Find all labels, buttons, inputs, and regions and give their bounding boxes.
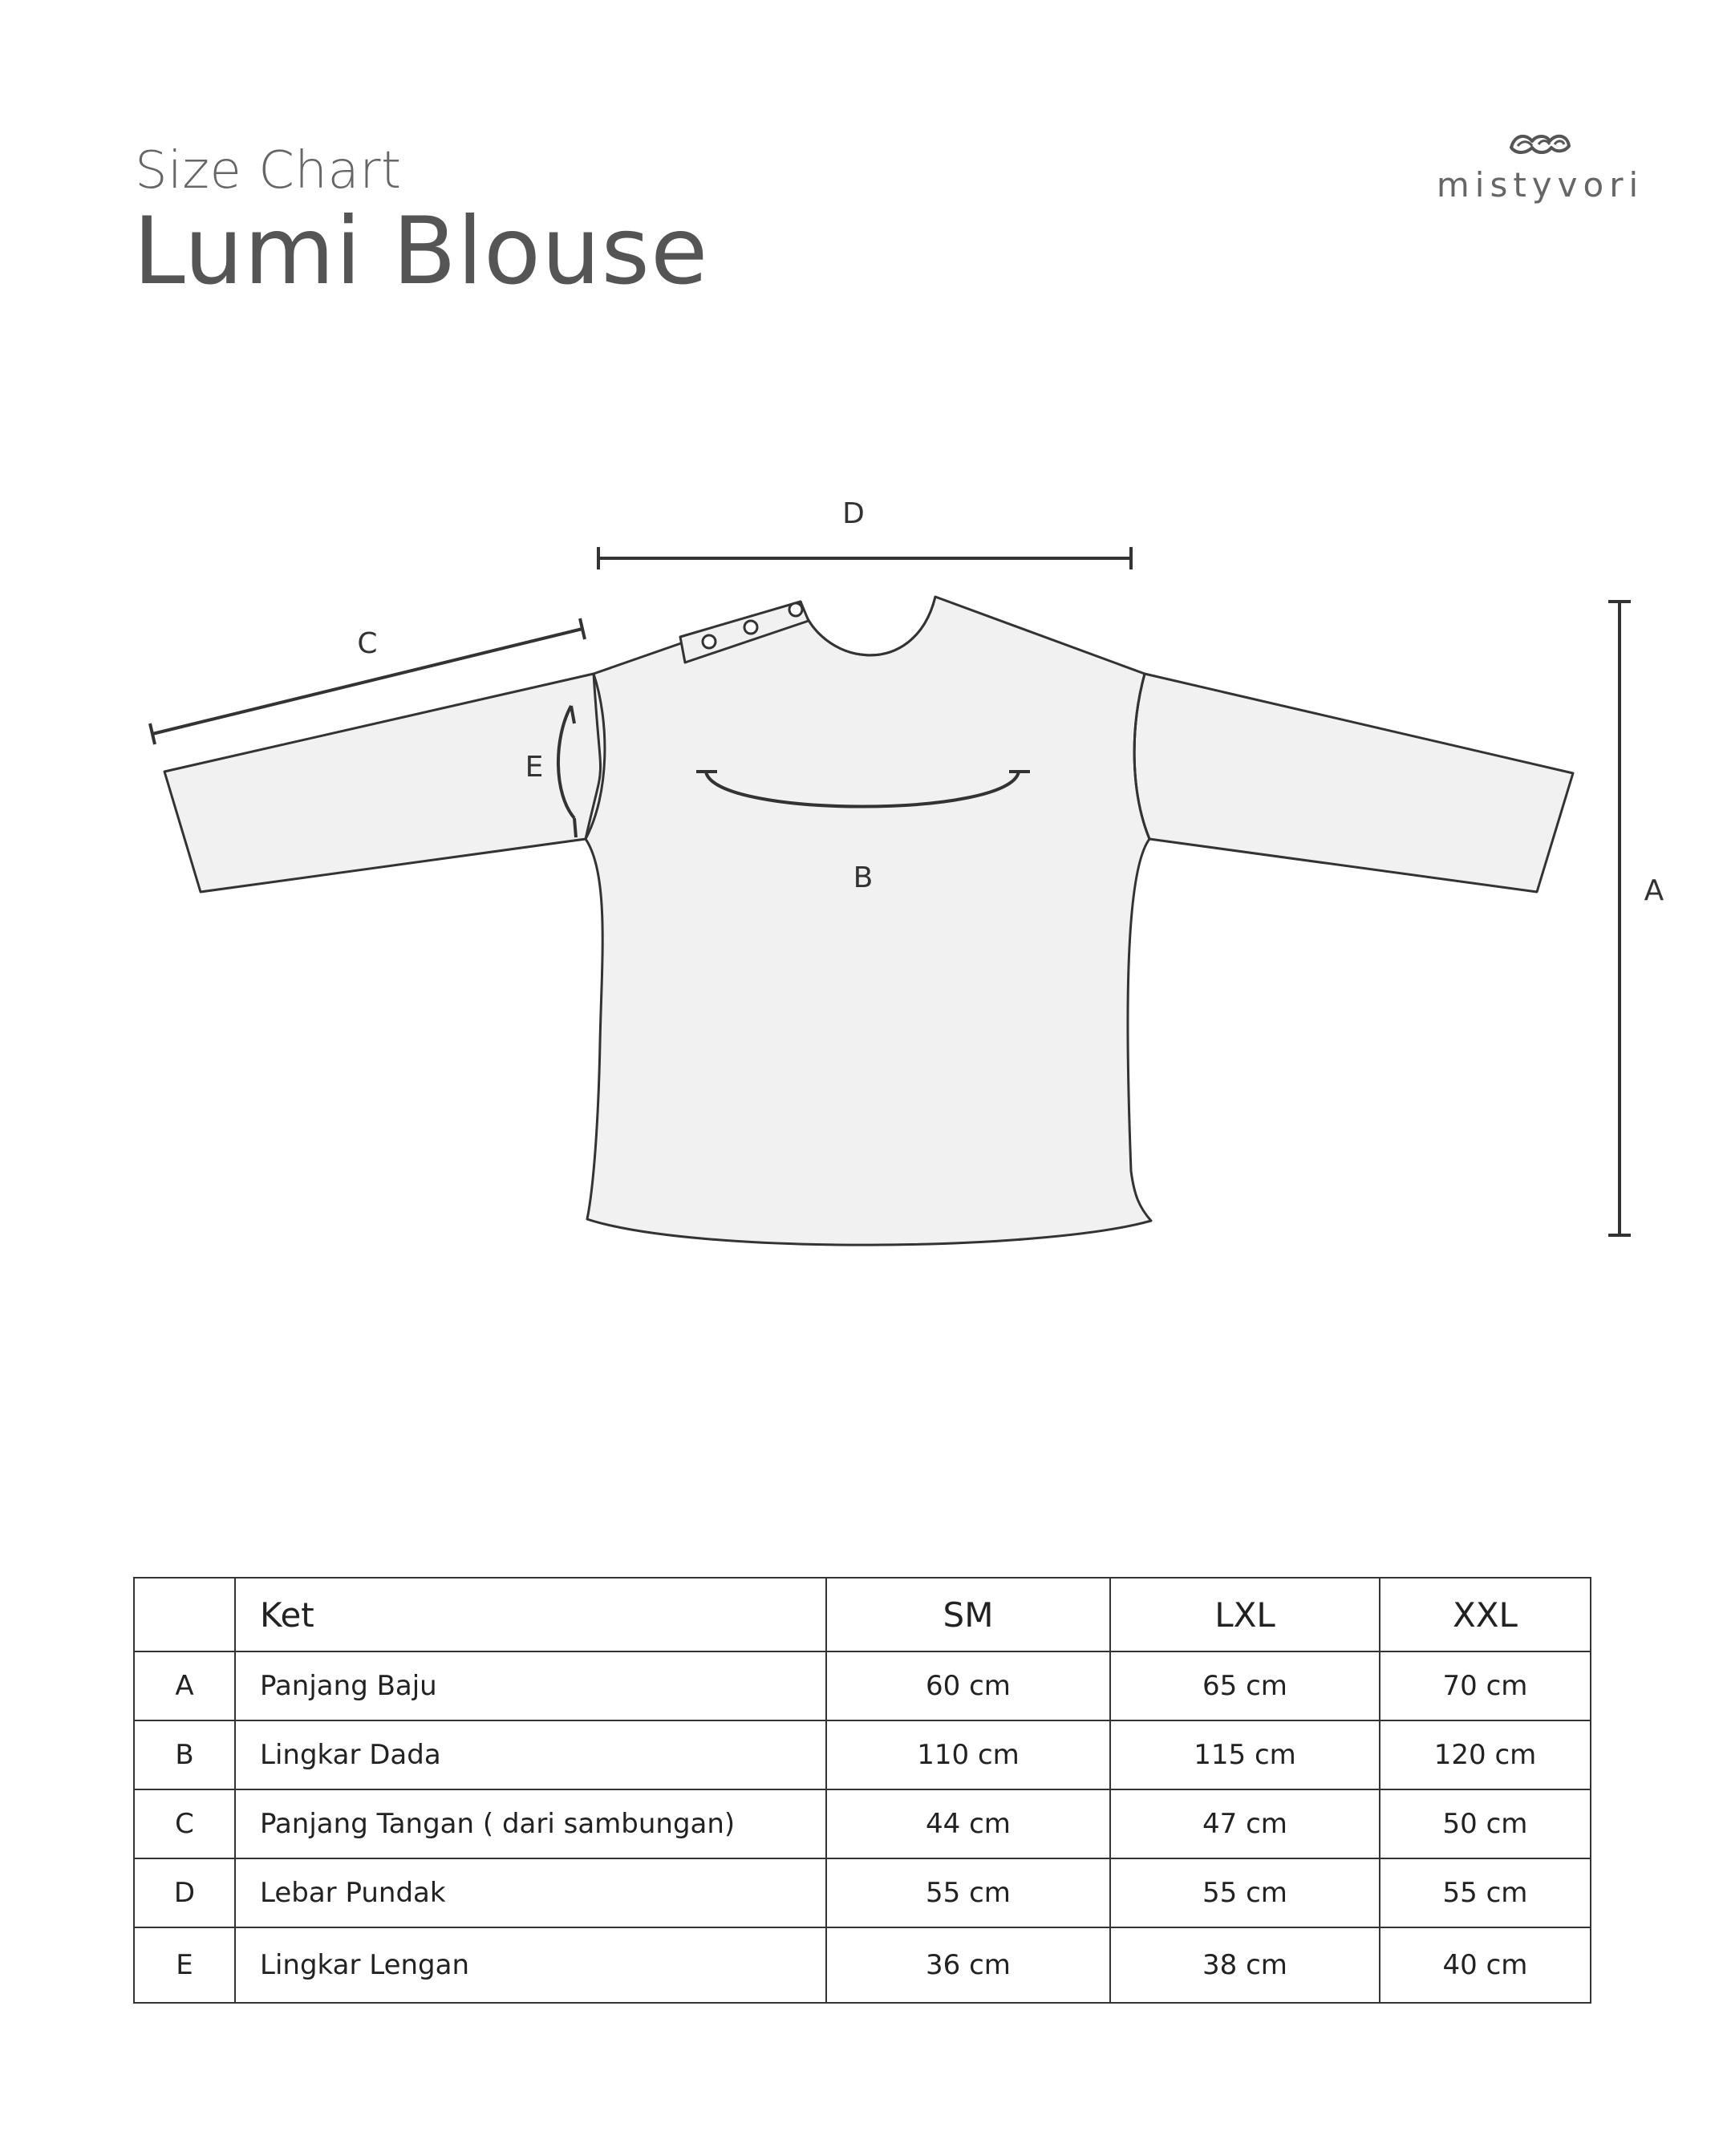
label-b: B	[853, 861, 874, 894]
header-lxl: LXL	[1110, 1578, 1380, 1651]
label-c: C	[357, 627, 378, 660]
cell-lxl: 55 cm	[1110, 1858, 1380, 1927]
cell-lxl: 65 cm	[1110, 1651, 1380, 1720]
table-row	[134, 1720, 1591, 1789]
cell-ket: Lebar Pundak	[235, 1858, 826, 1927]
right-sleeve	[1134, 674, 1573, 892]
table-row	[134, 1789, 1591, 1858]
page-title: Lumi Blouse	[133, 197, 709, 306]
cell-xxl: 70 cm	[1380, 1651, 1591, 1720]
cell-ket: Panjang Baju	[235, 1651, 826, 1720]
cell-ket: Lingkar Lengan	[235, 1927, 826, 2003]
cell-sm: 110 cm	[826, 1720, 1110, 1789]
header-xxl: XXL	[1380, 1578, 1591, 1651]
cell-code: D	[134, 1858, 235, 1927]
cell-code: A	[134, 1651, 235, 1720]
label-a: A	[1644, 874, 1664, 907]
cell-ket: Panjang Tangan ( dari sambungan)	[235, 1789, 826, 1858]
cell-xxl: 120 cm	[1380, 1720, 1591, 1789]
placket-button	[789, 603, 802, 616]
cell-code: C	[134, 1789, 235, 1858]
table-header-row	[134, 1578, 1591, 1651]
cell-xxl: 40 cm	[1380, 1927, 1591, 2003]
cell-xxl: 55 cm	[1380, 1858, 1591, 1927]
placket-button	[744, 621, 757, 634]
cell-lxl: 115 cm	[1110, 1720, 1380, 1789]
table-row	[134, 1858, 1591, 1927]
cell-lxl: 47 cm	[1110, 1789, 1380, 1858]
cell-sm: 44 cm	[826, 1789, 1110, 1858]
cell-ket: Lingkar Dada	[235, 1720, 826, 1789]
measure-a	[1608, 602, 1631, 1235]
label-e: E	[525, 751, 544, 784]
measure-d	[598, 547, 1131, 569]
cell-code: B	[134, 1720, 235, 1789]
cell-code: E	[134, 1927, 235, 2003]
cell-xxl: 50 cm	[1380, 1789, 1591, 1858]
table-row	[134, 1651, 1591, 1720]
cell-sm: 55 cm	[826, 1858, 1110, 1927]
size-table	[133, 1577, 1591, 2004]
cell-lxl: 38 cm	[1110, 1927, 1380, 2003]
placket-button	[703, 635, 716, 648]
blouse-outline	[164, 597, 1573, 1245]
cell-sm: 36 cm	[826, 1927, 1110, 2003]
header-ket: Ket	[235, 1578, 826, 1651]
cell-sm: 60 cm	[826, 1651, 1110, 1720]
header-code	[134, 1578, 235, 1651]
table-row	[134, 1927, 1591, 2003]
blouse-body	[586, 597, 1151, 1245]
label-d: D	[842, 497, 865, 530]
brand-name: mistyvori	[1436, 165, 1644, 205]
header-sm: SM	[826, 1578, 1110, 1651]
page-subtitle: Size Chart	[135, 141, 402, 201]
